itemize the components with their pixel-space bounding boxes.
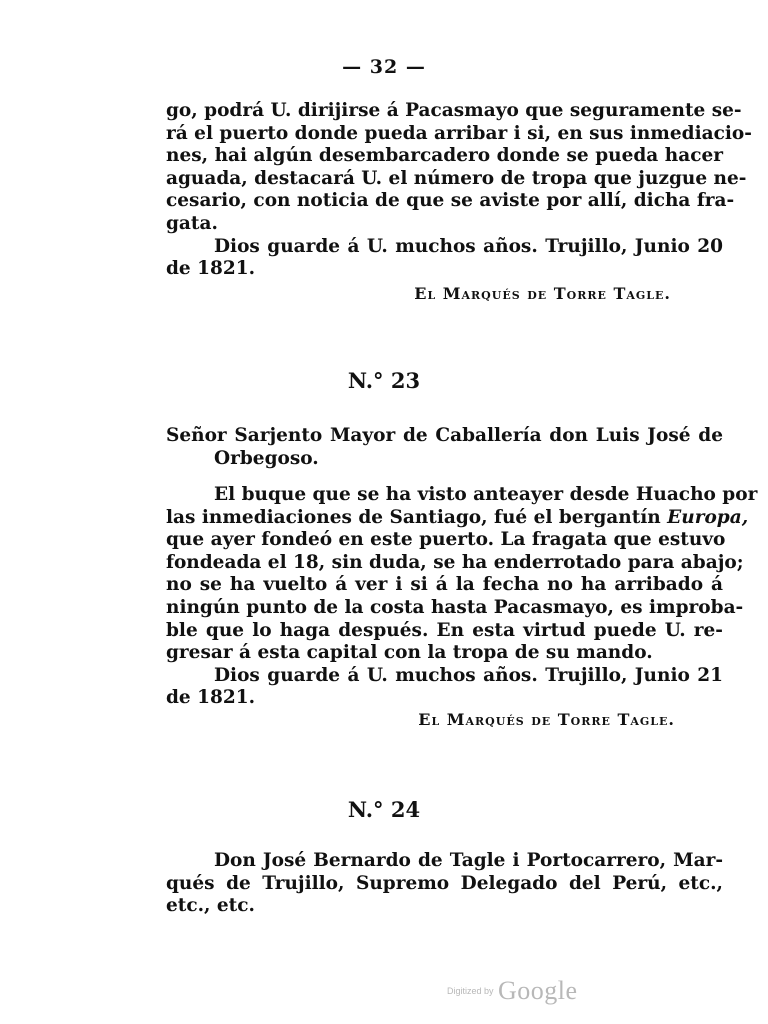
letter-24-body	[166, 850, 723, 918]
text-line: etc., etc.	[166, 895, 255, 917]
text-line	[166, 506, 749, 530]
page-number: — 32 —	[342, 56, 426, 78]
signature-letter-22: El Marqués de Torre Tagle.	[414, 284, 671, 303]
text-line: El buque que se ha visto anteayer desde Huacho por	[214, 484, 758, 505]
text-line: ningún punto de la costa hasta Pacasmayo, es improba-	[166, 596, 744, 618]
text-line: rá el puerto donde pueda arribar i si, en sus inmediacio-	[166, 122, 752, 144]
text-line: cesario, con noticia de que se aviste por allí, dicha fra-	[166, 190, 735, 212]
text-line: ble que lo haga después. En esta virtud puede U. re-	[166, 619, 723, 641]
watermark-small-text: Digitized by	[447, 986, 494, 996]
digitized-by-google-watermark	[447, 976, 578, 1006]
text-line: que ayer fondeó en este puerto. La fragata que estuvo	[166, 529, 726, 551]
text-line: Señor Sarjento Mayor de Caballería don Luis José de	[166, 425, 723, 446]
text-line: de 1821.	[166, 687, 256, 709]
text-line: no se ha vuelto á ver i si á la fecha no ha arribado á	[166, 574, 723, 596]
signature-letter-23: El Marqués de Torre Tagle.	[418, 710, 675, 729]
text-line: fondeada el 18, sin duda, se ha enderrotado para abajo;	[166, 551, 744, 573]
text-line: Dios guarde á U. muchos años. Trujillo, Junio 21	[214, 664, 723, 686]
document-number-23: N.° 23	[347, 368, 421, 393]
text-line: Orbegoso.	[214, 447, 319, 469]
google-logo: Google	[497, 976, 578, 1005]
text-segment: las inmediaciones de Santiago, fué el bergantín	[166, 506, 668, 528]
text-line: Don José Bernardo de Tagle i Portocarrero, Mar-	[214, 850, 723, 871]
text-line: aguada, destacará U. el número de tropa que juzgue ne-	[166, 167, 747, 189]
text-line: de 1821.	[166, 258, 256, 280]
ship-name: Europa,	[667, 506, 749, 528]
text-line: qués de Trujillo, Supremo Delegado del Perú, etc.,	[166, 872, 723, 894]
letter-23-body	[166, 484, 758, 710]
text-line: gata.	[166, 212, 218, 234]
document-number-24: N.° 24	[347, 797, 421, 822]
letter-23-address	[166, 425, 723, 470]
text-line: nes, hai algún desembarcadero donde se pueda hacer	[166, 145, 723, 167]
text-line: Dios guarde á U. muchos años. Trujillo, Junio 20	[214, 235, 723, 257]
letter-22-continuation	[166, 100, 752, 281]
text-line: gresar á esta capital con la tropa de su mando.	[166, 642, 653, 664]
text-line: go, podrá U. dirijirse á Pacasmayo que seguramente se-	[166, 100, 742, 121]
